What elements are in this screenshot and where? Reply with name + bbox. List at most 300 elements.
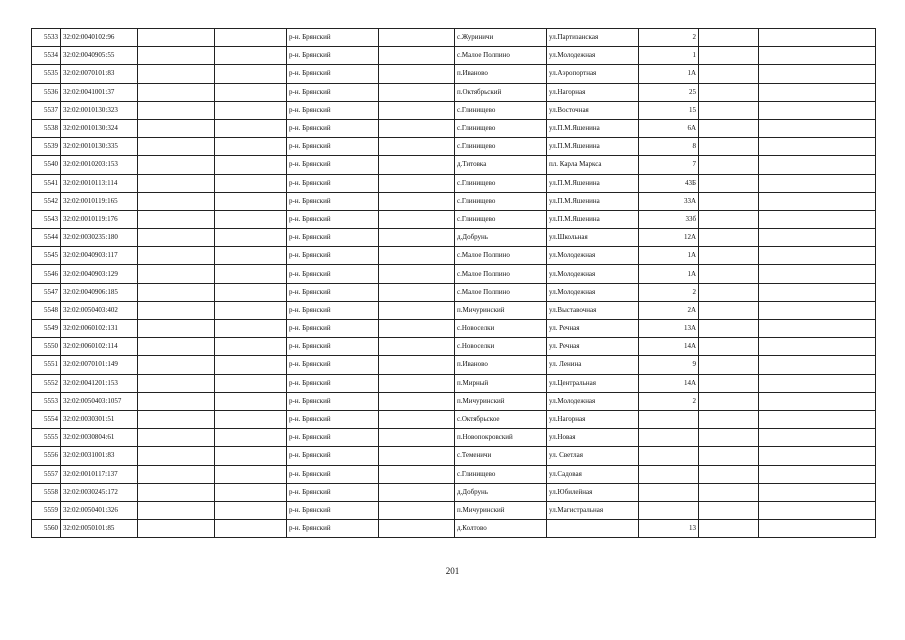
empty-cell <box>138 156 215 174</box>
empty-cell <box>759 138 876 156</box>
street-cell: ул.Юбилейная <box>547 483 639 501</box>
district-cell: р-н. Брянский <box>287 392 379 410</box>
empty-cell <box>379 465 455 483</box>
empty-cell <box>379 156 455 174</box>
empty-cell <box>215 447 287 465</box>
locality-cell: с.Малое Полпино <box>455 283 547 301</box>
row-number-cell: 5541 <box>32 174 61 192</box>
empty-cell <box>379 429 455 447</box>
district-cell: р-н. Брянский <box>287 101 379 119</box>
street-cell: ул.П.М.Яшенина <box>547 210 639 228</box>
empty-cell <box>215 119 287 137</box>
locality-cell: с.Глинищево <box>455 174 547 192</box>
empty-cell <box>138 119 215 137</box>
row-number-cell: 5555 <box>32 429 61 447</box>
street-cell: ул.Школьная <box>547 229 639 247</box>
street-cell: ул.П.М.Яшенина <box>547 138 639 156</box>
district-cell: р-н. Брянский <box>287 283 379 301</box>
empty-cell <box>379 229 455 247</box>
row-number-cell: 5560 <box>32 520 61 538</box>
empty-cell <box>215 192 287 210</box>
empty-cell <box>138 65 215 83</box>
table-row <box>32 410 876 428</box>
empty-cell <box>699 392 759 410</box>
address-register-table <box>31 28 876 538</box>
empty-cell <box>138 83 215 101</box>
empty-cell <box>138 265 215 283</box>
cadastral-number-cell: 32:02:0030301:51 <box>61 410 138 428</box>
empty-cell <box>759 47 876 65</box>
empty-cell <box>215 429 287 447</box>
table-row <box>32 374 876 392</box>
empty-cell <box>699 83 759 101</box>
table-row <box>32 320 876 338</box>
empty-cell <box>379 192 455 210</box>
house-number-cell: 14А <box>639 374 699 392</box>
empty-cell <box>379 138 455 156</box>
empty-cell <box>759 447 876 465</box>
empty-cell <box>759 65 876 83</box>
row-number-cell: 5539 <box>32 138 61 156</box>
table-row <box>32 138 876 156</box>
table-row <box>32 65 876 83</box>
row-number-cell: 5558 <box>32 483 61 501</box>
house-number-cell: 12А <box>639 229 699 247</box>
table-row <box>32 247 876 265</box>
empty-cell <box>215 247 287 265</box>
empty-cell <box>138 320 215 338</box>
table-row <box>32 47 876 65</box>
empty-cell <box>699 29 759 47</box>
street-cell <box>547 520 639 538</box>
empty-cell <box>759 483 876 501</box>
row-number-cell: 5551 <box>32 356 61 374</box>
empty-cell <box>699 192 759 210</box>
empty-cell <box>759 338 876 356</box>
empty-cell <box>699 501 759 519</box>
row-number-cell: 5548 <box>32 301 61 319</box>
empty-cell <box>215 138 287 156</box>
empty-cell <box>699 429 759 447</box>
house-number-cell: 1 <box>639 47 699 65</box>
empty-cell <box>699 210 759 228</box>
empty-cell <box>215 410 287 428</box>
house-number-cell: 2А <box>639 301 699 319</box>
empty-cell <box>138 410 215 428</box>
empty-cell <box>699 138 759 156</box>
table-row <box>32 174 876 192</box>
cadastral-number-cell: 32:02:0041001:37 <box>61 83 138 101</box>
empty-cell <box>138 47 215 65</box>
empty-cell <box>138 174 215 192</box>
table-row <box>32 338 876 356</box>
street-cell: ул.Магистральная <box>547 501 639 519</box>
empty-cell <box>215 520 287 538</box>
empty-cell <box>699 101 759 119</box>
house-number-cell <box>639 501 699 519</box>
locality-cell: с.Глинищево <box>455 119 547 137</box>
empty-cell <box>699 174 759 192</box>
district-cell: р-н. Брянский <box>287 483 379 501</box>
street-cell: ул.П.М.Яшенина <box>547 119 639 137</box>
empty-cell <box>215 83 287 101</box>
locality-cell: д.Колтово <box>455 520 547 538</box>
empty-cell <box>699 374 759 392</box>
house-number-cell <box>639 447 699 465</box>
house-number-cell <box>639 429 699 447</box>
empty-cell <box>759 83 876 101</box>
empty-cell <box>379 210 455 228</box>
empty-cell <box>379 265 455 283</box>
row-number-cell: 5533 <box>32 29 61 47</box>
locality-cell: д.Добрунь <box>455 483 547 501</box>
house-number-cell <box>639 465 699 483</box>
empty-cell <box>759 29 876 47</box>
house-number-cell: 1А <box>639 65 699 83</box>
house-number-cell: 25 <box>639 83 699 101</box>
empty-cell <box>215 483 287 501</box>
empty-cell <box>138 356 215 374</box>
district-cell: р-н. Брянский <box>287 83 379 101</box>
locality-cell: с.Глинищево <box>455 210 547 228</box>
cadastral-number-cell: 32:02:0050101:85 <box>61 520 138 538</box>
empty-cell <box>759 301 876 319</box>
cadastral-number-cell: 32:02:0010203:153 <box>61 156 138 174</box>
empty-cell <box>699 301 759 319</box>
house-number-cell: 14А <box>639 338 699 356</box>
row-number-cell: 5556 <box>32 447 61 465</box>
empty-cell <box>699 265 759 283</box>
table-row <box>32 265 876 283</box>
cadastral-number-cell: 32:02:0050403:402 <box>61 301 138 319</box>
empty-cell <box>138 210 215 228</box>
cadastral-number-cell: 32:02:0040906:185 <box>61 283 138 301</box>
street-cell: ул. Ленина <box>547 356 639 374</box>
locality-cell: с.Глинищево <box>455 465 547 483</box>
empty-cell <box>215 210 287 228</box>
empty-cell <box>699 156 759 174</box>
empty-cell <box>215 501 287 519</box>
street-cell: ул.П.М.Яшенина <box>547 192 639 210</box>
cadastral-number-cell: 32:02:0010130:323 <box>61 101 138 119</box>
house-number-cell: 15 <box>639 101 699 119</box>
empty-cell <box>379 174 455 192</box>
street-cell: ул.Нагорная <box>547 83 639 101</box>
empty-cell <box>699 483 759 501</box>
empty-cell <box>215 465 287 483</box>
cadastral-number-cell: 32:02:0040102:96 <box>61 29 138 47</box>
district-cell: р-н. Брянский <box>287 429 379 447</box>
row-number-cell: 5549 <box>32 320 61 338</box>
street-cell: пл. Карла Маркса <box>547 156 639 174</box>
empty-cell <box>215 47 287 65</box>
empty-cell <box>379 83 455 101</box>
locality-cell: с.Глинищево <box>455 138 547 156</box>
row-number-cell: 5545 <box>32 247 61 265</box>
empty-cell <box>759 119 876 137</box>
table-row <box>32 429 876 447</box>
cadastral-number-cell: 32:02:0031001:83 <box>61 447 138 465</box>
street-cell: ул.Молодежная <box>547 392 639 410</box>
district-cell: р-н. Брянский <box>287 192 379 210</box>
locality-cell: п.Октябрьский <box>455 83 547 101</box>
empty-cell <box>379 410 455 428</box>
empty-cell <box>759 156 876 174</box>
district-cell: р-н. Брянский <box>287 210 379 228</box>
house-number-cell <box>639 410 699 428</box>
empty-cell <box>138 520 215 538</box>
empty-cell <box>138 483 215 501</box>
empty-cell <box>379 29 455 47</box>
empty-cell <box>138 465 215 483</box>
empty-cell <box>379 101 455 119</box>
row-number-cell: 5544 <box>32 229 61 247</box>
empty-cell <box>699 356 759 374</box>
cadastral-number-cell: 32:02:0030235:180 <box>61 229 138 247</box>
table-row <box>32 520 876 538</box>
empty-cell <box>215 101 287 119</box>
district-cell: р-н. Брянский <box>287 338 379 356</box>
cadastral-number-cell: 32:02:0030804:61 <box>61 429 138 447</box>
row-number-cell: 5559 <box>32 501 61 519</box>
house-number-cell: 43Б <box>639 174 699 192</box>
house-number-cell: 1А <box>639 247 699 265</box>
street-cell: ул.Партизанская <box>547 29 639 47</box>
table-row <box>32 192 876 210</box>
table-row <box>32 465 876 483</box>
empty-cell <box>215 301 287 319</box>
street-cell: ул.Аэропортная <box>547 65 639 83</box>
house-number-cell: 9 <box>639 356 699 374</box>
empty-cell <box>138 101 215 119</box>
empty-cell <box>759 429 876 447</box>
empty-cell <box>138 501 215 519</box>
empty-cell <box>759 356 876 374</box>
empty-cell <box>138 229 215 247</box>
cadastral-number-cell: 32:02:0060102:131 <box>61 320 138 338</box>
empty-cell <box>699 283 759 301</box>
district-cell: р-н. Брянский <box>287 374 379 392</box>
empty-cell <box>759 320 876 338</box>
empty-cell <box>379 301 455 319</box>
street-cell: ул.Выставочная <box>547 301 639 319</box>
empty-cell <box>138 138 215 156</box>
empty-cell <box>138 338 215 356</box>
locality-cell: с.Теменичи <box>455 447 547 465</box>
row-number-cell: 5542 <box>32 192 61 210</box>
table-row <box>32 483 876 501</box>
empty-cell <box>215 356 287 374</box>
empty-cell <box>379 520 455 538</box>
district-cell: р-н. Брянский <box>287 229 379 247</box>
locality-cell: п.Мичуринский <box>455 392 547 410</box>
cadastral-number-cell: 32:02:0070101:83 <box>61 65 138 83</box>
cadastral-number-cell: 32:02:0010119:176 <box>61 210 138 228</box>
cadastral-number-cell: 32:02:0010113:114 <box>61 174 138 192</box>
empty-cell <box>138 392 215 410</box>
locality-cell: п.Иваново <box>455 356 547 374</box>
empty-cell <box>759 410 876 428</box>
house-number-cell: 2 <box>639 283 699 301</box>
empty-cell <box>699 520 759 538</box>
table-row <box>32 356 876 374</box>
row-number-cell: 5546 <box>32 265 61 283</box>
empty-cell <box>379 47 455 65</box>
locality-cell: с.Новоселки <box>455 338 547 356</box>
empty-cell <box>379 483 455 501</box>
empty-cell <box>215 338 287 356</box>
table-row <box>32 29 876 47</box>
district-cell: р-н. Брянский <box>287 156 379 174</box>
house-number-cell <box>639 483 699 501</box>
empty-cell <box>759 229 876 247</box>
empty-cell <box>215 29 287 47</box>
row-number-cell: 5557 <box>32 465 61 483</box>
house-number-cell: 2 <box>639 29 699 47</box>
empty-cell <box>759 174 876 192</box>
empty-cell <box>138 447 215 465</box>
empty-cell <box>759 265 876 283</box>
locality-cell: с.Малое Полпино <box>455 47 547 65</box>
district-cell: р-н. Брянский <box>287 29 379 47</box>
table-row <box>32 210 876 228</box>
empty-cell <box>699 447 759 465</box>
locality-cell: с.Октябрьское <box>455 410 547 428</box>
street-cell: ул.Молодежная <box>547 47 639 65</box>
empty-cell <box>138 29 215 47</box>
house-number-cell: 8 <box>639 138 699 156</box>
empty-cell <box>759 374 876 392</box>
house-number-cell: 1А <box>639 265 699 283</box>
locality-cell: п.Новопокровский <box>455 429 547 447</box>
empty-cell <box>699 465 759 483</box>
street-cell: ул.Молодежная <box>547 265 639 283</box>
empty-cell <box>379 392 455 410</box>
empty-cell <box>759 101 876 119</box>
empty-cell <box>759 501 876 519</box>
street-cell: ул.Новая <box>547 429 639 447</box>
table-row <box>32 447 876 465</box>
locality-cell: д.Титовка <box>455 156 547 174</box>
row-number-cell: 5553 <box>32 392 61 410</box>
table-body <box>32 29 876 538</box>
empty-cell <box>138 283 215 301</box>
district-cell: р-н. Брянский <box>287 356 379 374</box>
district-cell: р-н. Брянский <box>287 247 379 265</box>
empty-cell <box>379 65 455 83</box>
empty-cell <box>379 283 455 301</box>
empty-cell <box>215 265 287 283</box>
row-number-cell: 5540 <box>32 156 61 174</box>
cadastral-number-cell: 32:02:0040905:55 <box>61 47 138 65</box>
street-cell: ул.Молодежная <box>547 283 639 301</box>
empty-cell <box>215 229 287 247</box>
empty-cell <box>699 247 759 265</box>
street-cell: ул. Светлая <box>547 447 639 465</box>
empty-cell <box>215 174 287 192</box>
empty-cell <box>215 156 287 174</box>
street-cell: ул.Садовая <box>547 465 639 483</box>
table-row <box>32 283 876 301</box>
district-cell: р-н. Брянский <box>287 47 379 65</box>
row-number-cell: 5535 <box>32 65 61 83</box>
district-cell: р-н. Брянский <box>287 465 379 483</box>
district-cell: р-н. Брянский <box>287 119 379 137</box>
empty-cell <box>699 119 759 137</box>
empty-cell <box>699 229 759 247</box>
locality-cell: д.Добрунь <box>455 229 547 247</box>
street-cell: ул.Восточная <box>547 101 639 119</box>
house-number-cell: 7 <box>639 156 699 174</box>
district-cell: р-н. Брянский <box>287 174 379 192</box>
empty-cell <box>215 320 287 338</box>
empty-cell <box>759 247 876 265</box>
table-row <box>32 156 876 174</box>
house-number-cell: 13А <box>639 320 699 338</box>
district-cell: р-н. Брянский <box>287 501 379 519</box>
district-cell: р-н. Брянский <box>287 520 379 538</box>
row-number-cell: 5554 <box>32 410 61 428</box>
page-number: 201 <box>445 566 460 576</box>
empty-cell <box>379 374 455 392</box>
empty-cell <box>759 520 876 538</box>
row-number-cell: 5537 <box>32 101 61 119</box>
cadastral-number-cell: 32:02:0010117:137 <box>61 465 138 483</box>
locality-cell: с.Новоселки <box>455 320 547 338</box>
empty-cell <box>379 320 455 338</box>
cadastral-number-cell: 32:02:0050401:326 <box>61 501 138 519</box>
empty-cell <box>215 392 287 410</box>
table-row <box>32 83 876 101</box>
cadastral-number-cell: 32:02:0070101:149 <box>61 356 138 374</box>
empty-cell <box>699 320 759 338</box>
locality-cell: с.Малое Полпино <box>455 265 547 283</box>
street-cell: ул.Нагорная <box>547 410 639 428</box>
empty-cell <box>215 283 287 301</box>
house-number-cell: 13 <box>639 520 699 538</box>
empty-cell <box>759 392 876 410</box>
row-number-cell: 5547 <box>32 283 61 301</box>
empty-cell <box>379 247 455 265</box>
district-cell: р-н. Брянский <box>287 447 379 465</box>
street-cell: ул.Молодежная <box>547 247 639 265</box>
empty-cell <box>759 192 876 210</box>
cadastral-number-cell: 32:02:0050403:1057 <box>61 392 138 410</box>
empty-cell <box>138 247 215 265</box>
row-number-cell: 5538 <box>32 119 61 137</box>
empty-cell <box>699 65 759 83</box>
empty-cell <box>138 429 215 447</box>
row-number-cell: 5543 <box>32 210 61 228</box>
district-cell: р-н. Брянский <box>287 410 379 428</box>
empty-cell <box>379 501 455 519</box>
row-number-cell: 5536 <box>32 83 61 101</box>
empty-cell <box>699 338 759 356</box>
table-row <box>32 229 876 247</box>
house-number-cell: 6А <box>639 119 699 137</box>
row-number-cell: 5552 <box>32 374 61 392</box>
cadastral-number-cell: 32:02:0010130:335 <box>61 138 138 156</box>
locality-cell: с.Глинищево <box>455 101 547 119</box>
house-number-cell: 33б <box>639 210 699 228</box>
empty-cell <box>759 283 876 301</box>
locality-cell: с.Малое Полпино <box>455 247 547 265</box>
empty-cell <box>379 119 455 137</box>
locality-cell: п.Иваново <box>455 65 547 83</box>
cadastral-number-cell: 32:02:0030245:172 <box>61 483 138 501</box>
street-cell: ул. Речная <box>547 338 639 356</box>
cadastral-number-cell: 32:02:0010130:324 <box>61 119 138 137</box>
